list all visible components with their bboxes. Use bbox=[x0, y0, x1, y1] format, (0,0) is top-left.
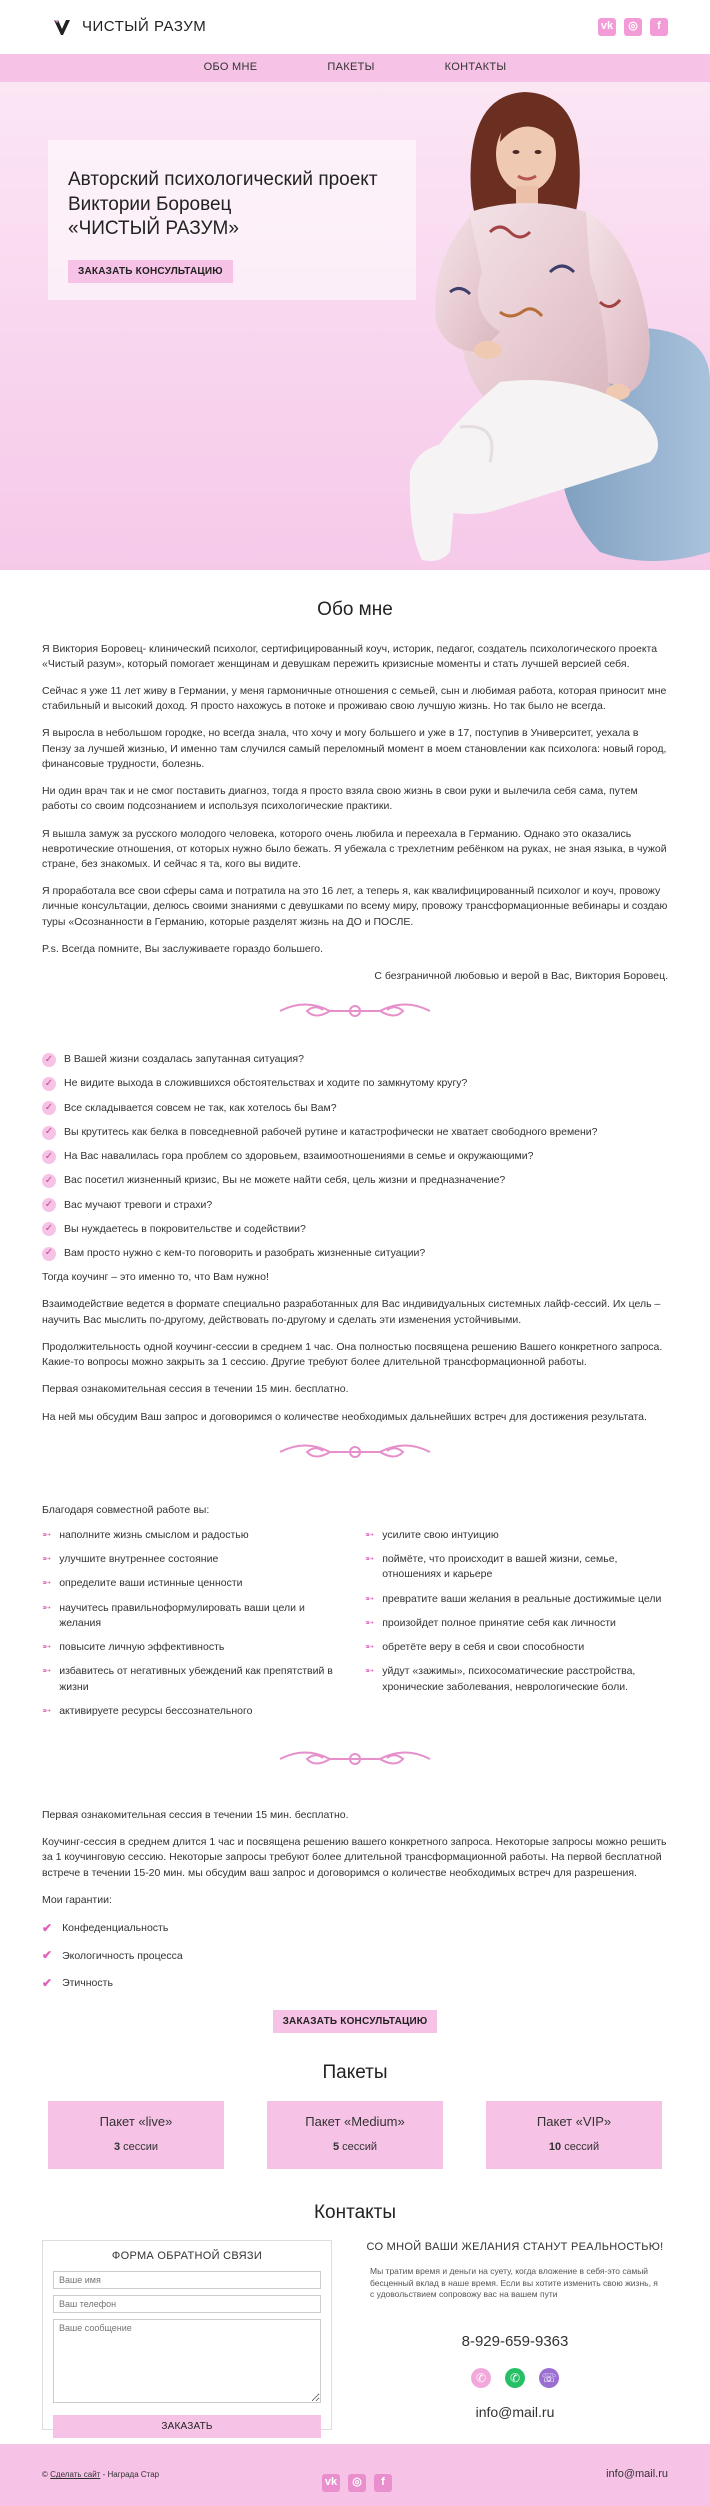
footer-made-link[interactable]: Сделать сайт bbox=[50, 2470, 101, 2480]
list-item-text: усилите свою интуицию bbox=[382, 1528, 499, 1541]
list-item-text: определите ваши истинные ценности bbox=[59, 1577, 243, 1590]
order-consultation-button[interactable]: ЗАКАЗАТЬ КОНСУЛЬТАЦИЮ bbox=[273, 2010, 438, 2033]
list-item bbox=[42, 1246, 668, 1261]
instagram-icon[interactable]: ◎ bbox=[624, 18, 642, 36]
list-item-text: Вы крутитесь как белка в повседневной рабочей рутине и катастрофически не хватает свободного времени? bbox=[64, 1125, 598, 1138]
footer bbox=[0, 2444, 710, 2506]
logo[interactable] bbox=[52, 16, 206, 38]
list-item bbox=[42, 1125, 668, 1140]
list-item bbox=[42, 1704, 345, 1719]
arrow-right-icon: ➵ bbox=[42, 1528, 52, 1541]
package-unit: сессий bbox=[564, 2140, 600, 2153]
benefits-column-right bbox=[365, 1528, 668, 1728]
facebook-icon[interactable]: f bbox=[650, 18, 668, 36]
check-icon: ✔ bbox=[42, 1975, 53, 1990]
coaching-paragraph: Взаимодействие ведется в формате специально разработанных для Вас индивидуальных системных лайф-сессий. Их цель – научить Вас мыслить по-другому, действовать по-другому и сделать эти изменения устойчивыми. bbox=[42, 1298, 661, 1326]
package-count: 3 bbox=[113, 2140, 121, 2153]
benefits-column-left bbox=[42, 1528, 345, 1728]
ornament-divider-icon bbox=[275, 996, 435, 1026]
packages-section bbox=[0, 2033, 710, 2169]
session-section bbox=[0, 1774, 710, 2033]
list-item bbox=[365, 1640, 668, 1655]
hero-portrait-image bbox=[350, 82, 710, 570]
footer-made-by: - Награда Стар bbox=[102, 2470, 160, 2480]
benefits-columns bbox=[42, 1528, 668, 1728]
check-circle-icon: ✓ bbox=[42, 1053, 56, 1067]
list-item-text: уйдут «зажимы», психосоматические расстройства, хронические заболевания, неврологические боли. bbox=[382, 1665, 636, 1693]
package-sessions bbox=[486, 2140, 662, 2156]
hero-title-line: Виктории Боровец bbox=[68, 193, 232, 215]
about-paragraph: Я вышла замуж за русского молодого человека, которого очень любила и переехала в Германию. Однако это оказались невротические отношения, от которых нужно было бежать. Я убежала с трехлетним ребёнком на руках, не зная языка, в чужой стране, без знакомых. И сейчас я та, кого вы видите. bbox=[42, 827, 667, 870]
viber-icon[interactable]: ☏ bbox=[539, 2368, 559, 2388]
vk-icon[interactable]: vk bbox=[322, 2474, 340, 2492]
guarantee-item bbox=[42, 1975, 668, 1992]
contacts-row bbox=[42, 2240, 668, 2433]
ornament-divider-icon bbox=[275, 1437, 435, 1467]
nav-item-about[interactable]: ОБО МНЕ bbox=[203, 61, 258, 74]
list-item bbox=[42, 1198, 668, 1213]
nav-item-contacts[interactable]: КОНТАКТЫ bbox=[444, 61, 507, 74]
about-paragraph: Я проработала все свои сферы сама и потратила на это 16 лет, а теперь я, как квалифицированный психолог и коуч, провожу личные консультации, делюсь своими знаниями с девушками по всему миру, провожу трансформационные вебинары и создаю туры «Осознанности в Германию, которые разделят жизнь на ДО и ПОСЛЕ. bbox=[42, 885, 668, 928]
arrow-right-icon: ➵ bbox=[365, 1553, 375, 1566]
header-socials bbox=[598, 18, 668, 36]
vk-icon[interactable]: vk bbox=[598, 18, 616, 36]
guarantee-item bbox=[42, 1920, 668, 1937]
check-circle-icon: ✓ bbox=[42, 1101, 56, 1115]
benefits-title: Благодаря совместной работе вы: bbox=[42, 1503, 210, 1516]
list-item bbox=[42, 1576, 345, 1591]
list-item bbox=[42, 1222, 668, 1237]
form-title: ФОРМА ОБРАТНОЙ СВЯЗИ bbox=[111, 2250, 263, 2263]
arrow-right-icon: ➵ bbox=[365, 1616, 375, 1629]
check-circle-icon: ✓ bbox=[42, 1198, 56, 1212]
arrow-right-icon: ➵ bbox=[365, 1665, 375, 1678]
about-paragraph: Я Виктория Боровец- клинический психолог, сертифицированный коуч, историк, педагог, создатель психологического проекта «Чистый разум», который помогает женщинам и девушкам пережить кризисные моменты и стать лучшей версией себя. bbox=[42, 642, 658, 670]
hero-title-line: «ЧИСТЫЙ РАЗУМ» bbox=[68, 218, 239, 240]
package-sessions bbox=[267, 2140, 443, 2156]
contacts-email[interactable]: info@mail.ru bbox=[475, 2404, 555, 2421]
check-circle-icon: ✓ bbox=[42, 1077, 56, 1091]
package-count: 10 bbox=[548, 2140, 562, 2153]
feedback-form bbox=[42, 2240, 332, 2433]
contacts-heading: СО МНОЙ ВАШИ ЖЕЛАНИЯ СТАНУТ РЕАЛЬНОСТЬЮ! bbox=[366, 2241, 664, 2254]
arrow-right-icon: ➵ bbox=[42, 1553, 52, 1566]
main-nav bbox=[0, 54, 710, 82]
arrow-right-icon: ➵ bbox=[365, 1592, 375, 1605]
about-section bbox=[0, 570, 710, 984]
list-item-text: Вам просто нужно с кем-то поговорить и разобрать жизненные ситуации? bbox=[64, 1247, 426, 1260]
about-title: Обо мне bbox=[317, 599, 393, 620]
footer-socials bbox=[322, 2474, 392, 2492]
list-item-text: Все складывается совсем не так, как хотелось бы Вам? bbox=[64, 1101, 337, 1114]
contacts-description: Мы тратим время и деньги на суету, когда вложение в себя-это самый бесценный вклад в наше время. Если вы хотите изменить свою жизнь, я с удовольствием сопровожу вас на вашем пути bbox=[370, 2266, 658, 2300]
arrow-right-icon: ➵ bbox=[42, 1601, 52, 1614]
package-name: Пакет «live» bbox=[99, 2113, 173, 2129]
hero-title-line: Авторский психологический проект bbox=[68, 169, 378, 190]
list-item bbox=[42, 1101, 668, 1116]
list-item bbox=[42, 1528, 345, 1543]
list-item-text: поймёте, что происходит в вашей жизни, семье, отношениях и карьере bbox=[382, 1553, 618, 1581]
list-item-text: Вас мучают тревоги и страхи? bbox=[64, 1198, 213, 1211]
list-item-text: научитесь правильноформулировать ваши цели и желания bbox=[59, 1601, 305, 1629]
list-item-text: На Вас навалилась гора проблем со здоровьем, взаимоотношениями в семье и окружающими? bbox=[64, 1150, 534, 1163]
about-paragraph: Сейчас я уже 11 лет живу в Германии, у меня гармоничные отношения с семьей, сын и любимая работа, которая приносит мне стабильный и высокий доход. Я просто нахожусь в потоке и проживаю свою лучшую жизнь. Но так было не всегда. bbox=[42, 684, 667, 713]
contacts-section bbox=[0, 2169, 710, 2431]
facebook-icon[interactable]: f bbox=[374, 2474, 392, 2492]
arrow-right-icon: ➵ bbox=[42, 1577, 52, 1590]
package-unit: сессий bbox=[342, 2140, 378, 2153]
session-paragraph: Коучинг-сессия в среднем длится 1 час и посвящена решению вашего конкретного запроса. Некоторые запросы можно решить за 1 коучинговую сессию. Некоторые запросы требуют более длительной трансформационной работы. На первой бесплатной встрече в течении 15-20 мин. мы обсудим ваш запрос и договоримся о количестве необходимых встреч для разрешения. bbox=[42, 1836, 667, 1879]
package-sessions bbox=[48, 2140, 224, 2156]
check-circle-icon: ✓ bbox=[42, 1150, 56, 1164]
list-item bbox=[42, 1640, 345, 1655]
list-item bbox=[365, 1552, 668, 1582]
instagram-icon[interactable]: ◎ bbox=[348, 2474, 366, 2492]
hero-title bbox=[68, 168, 396, 242]
list-item-text: повысите личную эффективность bbox=[59, 1641, 225, 1654]
footer-email[interactable]: info@mail.ru bbox=[606, 2468, 668, 2481]
check-circle-icon: ✓ bbox=[42, 1247, 56, 1261]
list-item-text: улучшите внутреннее состояние bbox=[59, 1553, 219, 1566]
session-paragraph: Первая ознакомительная сессия в течении 15 мин. бесплатно. bbox=[42, 1808, 349, 1821]
list-item bbox=[42, 1664, 345, 1694]
package-unit: сессии bbox=[123, 2140, 159, 2153]
list-item-text: обретёте веру в себя и свои способности bbox=[382, 1641, 585, 1654]
form-submit-button[interactable]: ЗАКАЗАТЬ bbox=[53, 2415, 321, 2438]
problems-section bbox=[0, 1026, 710, 1425]
guarantee-text: Конфеденциальность bbox=[62, 1922, 169, 1935]
check-icon: ✔ bbox=[42, 1921, 53, 1936]
list-item bbox=[42, 1149, 668, 1164]
check-circle-icon: ✓ bbox=[42, 1126, 56, 1140]
packages-row bbox=[48, 2101, 662, 2169]
contacts-info bbox=[362, 2240, 668, 2430]
list-item-text: наполните жизнь смыслом и радостью bbox=[59, 1528, 249, 1541]
guarantee-text: Этичность bbox=[62, 1976, 113, 1989]
about-signoff: С безграничной любовью и верой в Вас, Виктория Боровец. bbox=[374, 970, 668, 983]
list-item-text: избавитесь от негативных убеждений как препятствий в жизни bbox=[59, 1665, 333, 1693]
list-item-text: В Вашей жизни создалась запутанная ситуация? bbox=[64, 1053, 304, 1066]
list-item-text: активируете ресурсы бессознательного bbox=[59, 1704, 253, 1717]
guarantees-title: Мои гарантии: bbox=[42, 1893, 112, 1906]
list-item bbox=[365, 1592, 668, 1607]
package-card-medium[interactable] bbox=[267, 2101, 443, 2169]
viber-phone-icon[interactable]: ✆ bbox=[471, 2368, 491, 2388]
package-card-vip[interactable] bbox=[486, 2101, 662, 2169]
contacts-title: Контакты bbox=[313, 2201, 397, 2223]
messenger-icons bbox=[362, 2368, 668, 2388]
package-name: Пакет «Medium» bbox=[305, 2113, 405, 2129]
list-item-text: Не видите выхода в сложившихся обстоятельствах и ходите по замкнутому кругу? bbox=[64, 1077, 468, 1090]
list-item-text: превратите ваши желания в реальные достижимые цели bbox=[382, 1592, 662, 1605]
package-card-live[interactable] bbox=[48, 2101, 224, 2169]
brand-name: ЧИСТЫЙ РАЗУМ bbox=[82, 18, 207, 36]
message-textarea[interactable] bbox=[53, 2319, 321, 2403]
arrow-right-icon: ➵ bbox=[365, 1641, 375, 1654]
arrow-right-icon: ➵ bbox=[42, 1704, 52, 1717]
ornament-divider-icon bbox=[275, 1744, 435, 1774]
list-item-text: Вас посетил жизненный кризис, Вы не можете найти себя, цель жизни и предназначение? bbox=[64, 1174, 506, 1187]
list-item bbox=[42, 1052, 668, 1067]
coaching-paragraph: Тогда коучинг – это именно то, что Вам нужно! bbox=[42, 1271, 269, 1284]
list-item-text: произойдет полное принятие себя как личности bbox=[382, 1616, 616, 1629]
nav-item-packages[interactable]: ПАКЕТЫ bbox=[327, 61, 375, 74]
arrow-right-icon: ➵ bbox=[42, 1665, 52, 1678]
check-icon: ✔ bbox=[42, 1948, 53, 1963]
list-item bbox=[365, 1664, 668, 1694]
hero bbox=[0, 82, 710, 570]
about-paragraph: P.s. Всегда помните, Вы заслуживаете гораздо большего. bbox=[42, 942, 324, 955]
list-item bbox=[42, 1173, 668, 1188]
list-item bbox=[365, 1528, 668, 1543]
about-paragraph: Я выросла в небольшом городке, но всегда знала, что хочу и могу большего и уже в 17, поступив в Университет, уехала в Пензу за лучшей жизнью, И именно там случился самый переломный момент в моем становлении как психолога: новый город, финансовые трудности, болезнь. bbox=[42, 727, 667, 770]
name-input[interactable] bbox=[53, 2271, 321, 2289]
benefits-section bbox=[0, 1467, 710, 1728]
logo-v-icon bbox=[52, 17, 72, 37]
whatsapp-icon[interactable]: ✆ bbox=[505, 2368, 525, 2388]
session-cta-wrap bbox=[42, 2010, 668, 2033]
arrow-right-icon: ➵ bbox=[365, 1528, 375, 1541]
top-bar bbox=[0, 0, 710, 54]
arrow-right-icon: ➵ bbox=[42, 1641, 52, 1654]
guarantee-text: Экологичность процесса bbox=[62, 1949, 183, 1962]
coaching-paragraph: Продолжительность одной коучинг-сессии в среднем 1 час. Она полностью посвящена решению Вашего конкретного запроса. Какие-то вопросы можно закрыть за 1 сессию. Другие требуют более длительной трансформационной работы. bbox=[42, 1340, 663, 1369]
list-item bbox=[42, 1076, 668, 1091]
about-paragraph: Ни один врач так и не смог поставить диагноз, тогда я просто взяла свою жизнь в свои руки и вылечила себя сама, путем работы со своим подсознанием и используя психологические практики. bbox=[42, 785, 638, 813]
guarantee-item bbox=[42, 1947, 668, 1964]
phone-input[interactable] bbox=[53, 2295, 321, 2313]
list-item bbox=[42, 1601, 345, 1631]
package-count: 5 bbox=[332, 2140, 340, 2153]
check-circle-icon: ✓ bbox=[42, 1222, 56, 1236]
check-circle-icon: ✓ bbox=[42, 1174, 56, 1188]
copyright-symbol: © bbox=[42, 2470, 48, 2480]
coaching-paragraph: Первая ознакомительная сессия в течении 15 мин. бесплатно. bbox=[42, 1383, 349, 1396]
packages-title: Пакеты bbox=[322, 2062, 388, 2084]
contacts-phone[interactable]: 8-929-659-9363 bbox=[461, 2332, 569, 2350]
list-item bbox=[365, 1616, 668, 1631]
list-item bbox=[42, 1552, 345, 1567]
coaching-paragraph: На ней мы обсудим Ваш запрос и договоримся о количестве необходимых дальнейших встреч для достижения результата. bbox=[42, 1410, 647, 1423]
package-name: Пакет «VIP» bbox=[536, 2113, 612, 2129]
hero-order-button[interactable]: ЗАКАЗАТЬ КОНСУЛЬТАЦИЮ bbox=[68, 260, 233, 283]
list-item-text: Вы нуждаетесь в покровительстве и содействии? bbox=[64, 1222, 306, 1235]
